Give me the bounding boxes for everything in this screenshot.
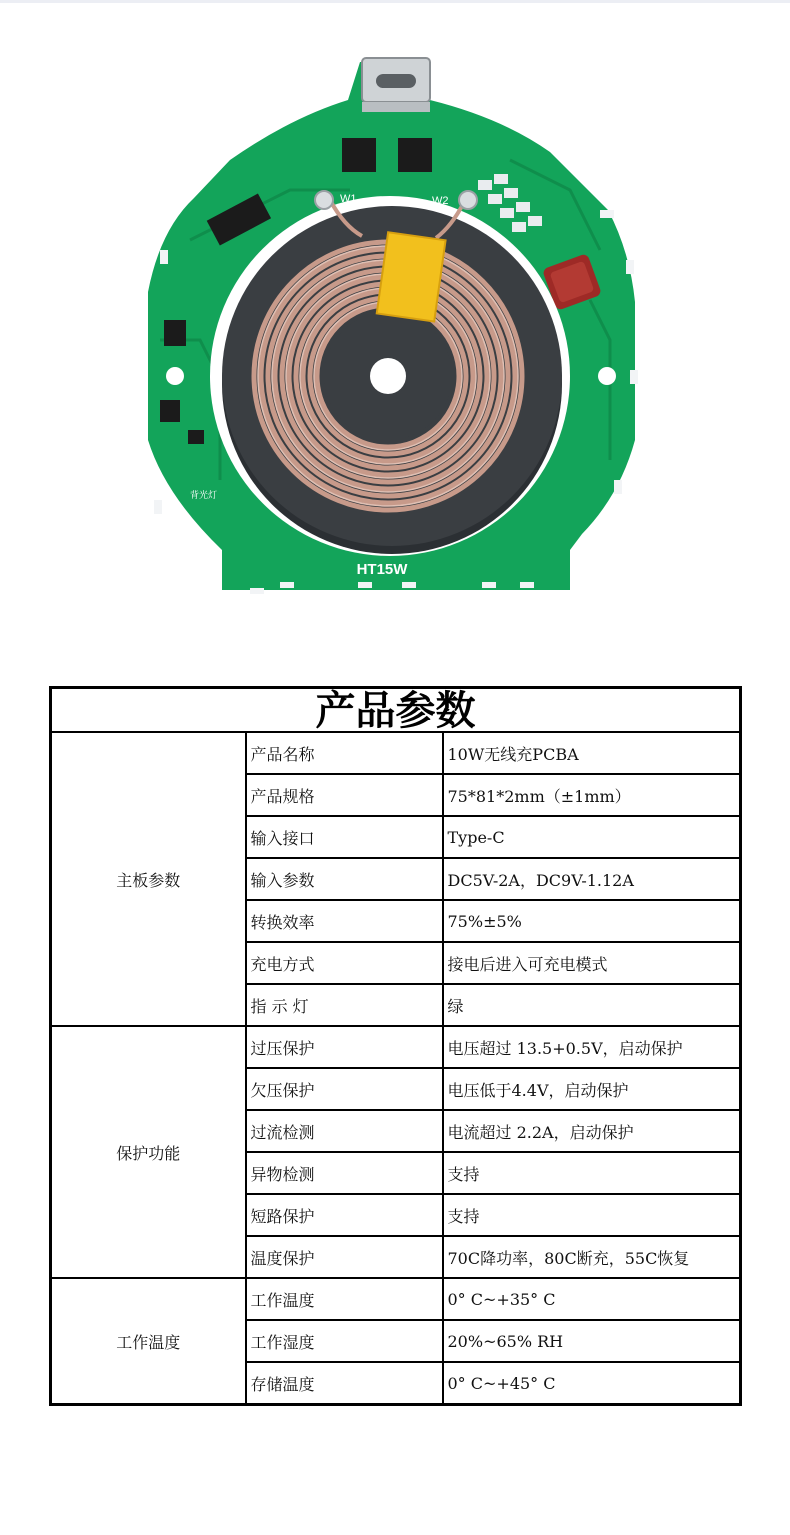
param-value: 电压超过 13.5+0.5V，启动保护 (443, 1026, 741, 1068)
param-value: Type-C (443, 816, 741, 858)
param-value: 0° C~+45° C (443, 1362, 741, 1405)
usb-c-connector-icon (362, 58, 430, 112)
param-name: 过流检测 (246, 1110, 443, 1152)
table-row (51, 1278, 741, 1320)
group-label: 主板参数 (51, 732, 246, 1026)
spec-table (49, 686, 742, 1406)
silk-model: HT15W (356, 561, 408, 578)
param-value: DC5V-2A，DC9V-1.12A (443, 858, 741, 900)
param-value: 支持 (443, 1194, 741, 1236)
param-name: 过压保护 (246, 1026, 443, 1068)
param-name: 产品规格 (246, 774, 443, 816)
param-name: 指 示 灯 (246, 984, 443, 1026)
param-name: 输入接口 (246, 816, 443, 858)
param-value: 0° C~+35° C (443, 1278, 741, 1320)
param-name: 欠压保护 (246, 1068, 443, 1110)
param-value: 75%±5% (443, 900, 741, 942)
param-value: 70C降功率，80C断充，55C恢复 (443, 1236, 741, 1278)
param-value: 20%~65% RH (443, 1320, 741, 1362)
param-value: 绿 (443, 984, 741, 1026)
param-name: 短路保护 (246, 1194, 443, 1236)
param-name: 存储温度 (246, 1362, 443, 1405)
table-row (51, 1026, 741, 1068)
param-name: 温度保护 (246, 1236, 443, 1278)
param-name: 工作湿度 (246, 1320, 443, 1362)
table-row (51, 732, 741, 774)
silk-w2: W2 (432, 195, 449, 207)
group-label: 保护功能 (51, 1026, 246, 1278)
param-name: 转换效率 (246, 900, 443, 942)
param-name: 输入参数 (246, 858, 443, 900)
param-value: 支持 (443, 1152, 741, 1194)
param-name: 异物检测 (246, 1152, 443, 1194)
param-name: 产品名称 (246, 732, 443, 774)
silk-backlight: 背光灯 (190, 491, 218, 501)
param-value: 75*81*2mm（±1mm） (443, 774, 741, 816)
param-value: 电流超过 2.2A，启动保护 (443, 1110, 741, 1152)
spec-table-container (49, 686, 739, 1437)
param-name: 充电方式 (246, 942, 443, 984)
group-label: 工作温度 (51, 1278, 246, 1405)
spec-table-title: 产品参数 (51, 688, 741, 733)
param-value: 10W无线充PCBA (443, 732, 741, 774)
param-name: 工作温度 (246, 1278, 443, 1320)
param-value: 电压低于4.4V，启动保护 (443, 1068, 741, 1110)
product-photo (130, 40, 670, 600)
silk-w1: W1 (340, 193, 357, 205)
param-value: 接电后进入可充电模式 (443, 942, 741, 984)
top-divider (0, 0, 790, 3)
